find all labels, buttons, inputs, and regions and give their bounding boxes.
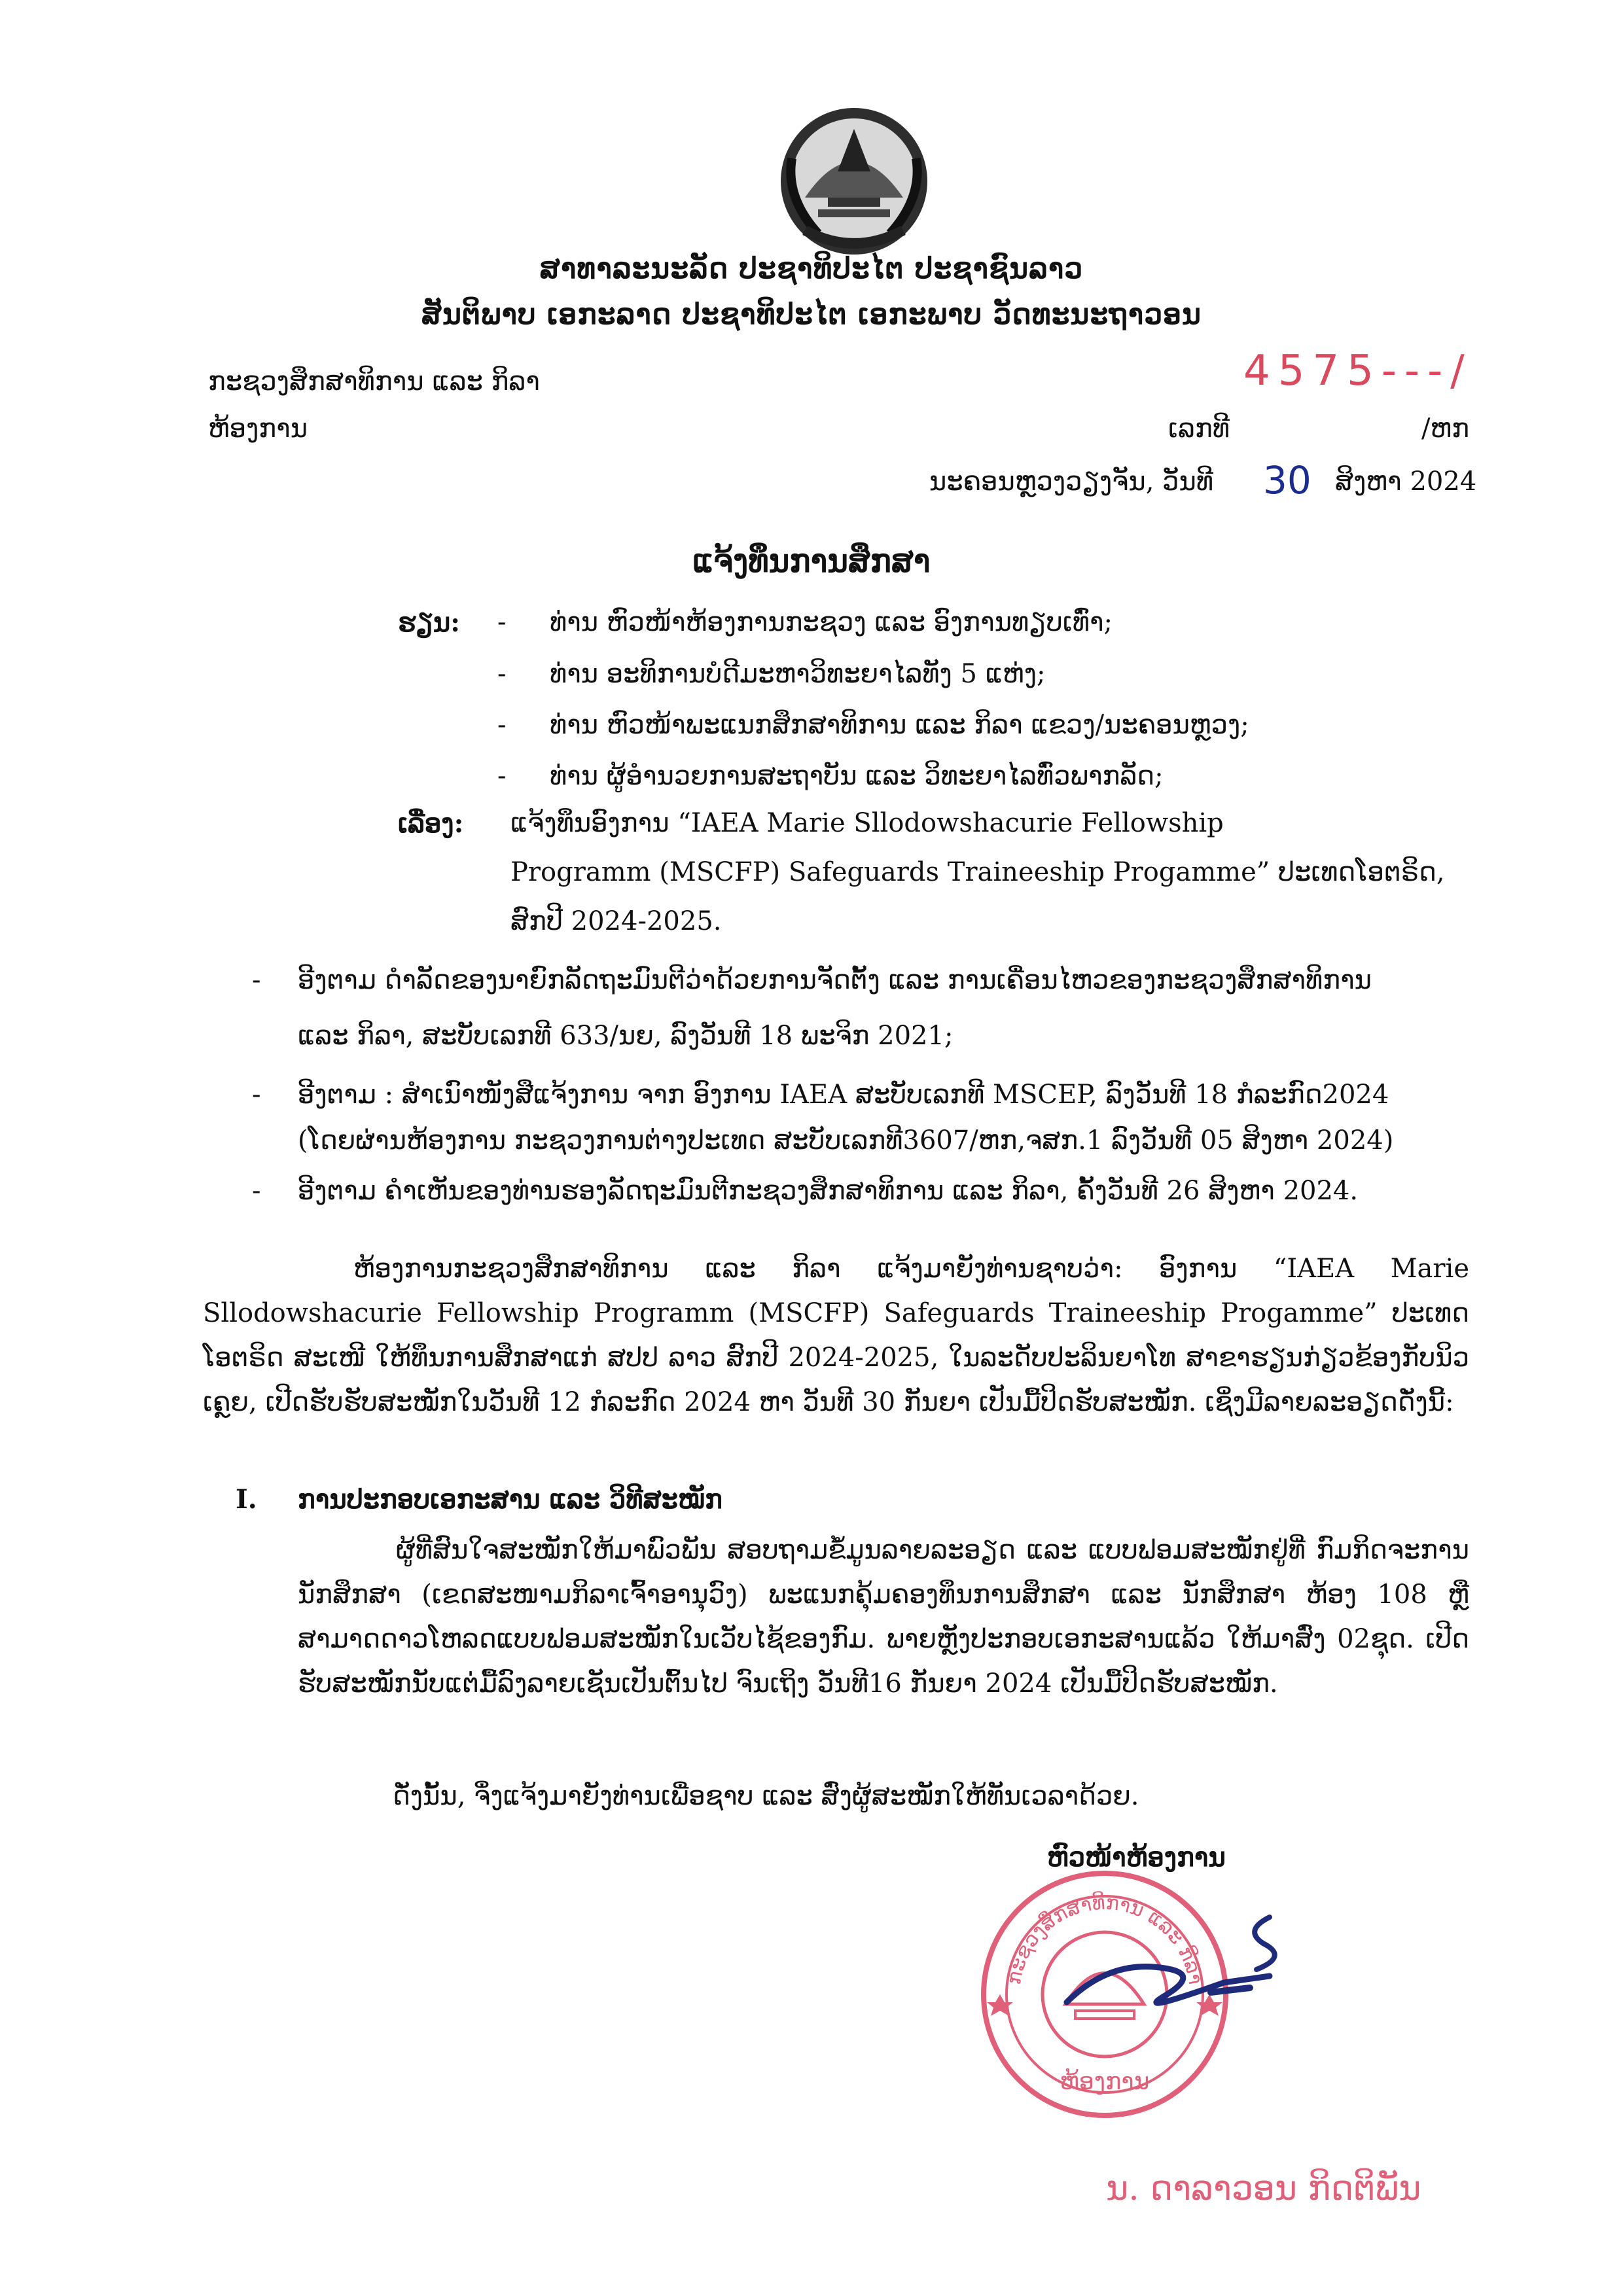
recipient-item: ທ່ານ ຫົວໜ້າພະແນກສຶກສາທິການ ແລະ ກິລາ ແຂວງ/ນະຄອນຫຼວງ;	[550, 710, 1249, 740]
number-label: ເລກທີ	[1168, 414, 1230, 444]
recipient-dash: -	[497, 607, 507, 637]
section-text: ຜູ້ທີ່ສົນໃຈສະໝັກໃຫ້ມາພົວພັນ ສອບຖາມຂໍ້ມູນລາຍລະອຽດ ແລະ ແບບຟອມສະໝັກຢູ່ທີ່ ກົມກິດຈະການນັກສຶກສາ (ເຂດສະໜາມກິລາເຈົ້າອານຸວົງ) ພະແນກຄຸ້ມຄອງທຶນການສຶກສາ ແລະ ນັກສຶກສາ ຫ້ອງ 108 ຫຼື ສາມາດດາວໂຫລດແບບຟອມສະໝັກໃນເວັບໄຊ້ຂອງກົມ. ພາຍຫຼັງປະກອບເອກະສານແລ້ວ ໃຫ້ມາສົ່ງ 02ຊຸດ. ເປີດຮັບສະໝັກນັບແຕ່ມື້ລົງລາຍເຊັນເປັນຕົ້ນໄປ ຈົນເຖິງ ວັນທີ16 ກັນຍາ 2024 ເປັນມື້ປິດຮັບສະໝັກ.	[298, 1535, 1469, 1699]
country-name-line: ສາທາລະນະລັດ ປະຊາທິປະໄຕ ປະຊາຊົນລາວ	[539, 252, 1084, 285]
recipient-dash: -	[497, 659, 507, 689]
handwritten-date-day: 30	[1263, 458, 1311, 503]
date-prefix: ນະຄອນຫຼວງວຽງຈັນ, ວັນທີ	[929, 467, 1214, 497]
signatory-role: ຫົວໜ້າຫ້ອງການ	[1047, 1842, 1226, 1873]
stamp-arc-text: ກະຊວງສຶກສາທິການ ແລະ ກິລາ	[1002, 1891, 1207, 1987]
signatory-name: ນ. ດາລາວອນ ກິດຕິພັນ	[1106, 2169, 1421, 2208]
reference-line: ອີງຕາມ ຄຳເຫັນຂອງທ່ານຮອງລັດຖະມົນຕີກະຊວງສຶກສາທິການ ແລະ ກິລາ, ຄັ້ງວັນທີ 26 ສິງຫາ 2024.	[298, 1176, 1359, 1206]
handwritten-signature	[1054, 1904, 1315, 2035]
recipient-item: ທ່ານ ຫົວໜ້າຫ້ອງການກະຊວງ ແລະ ອົງການທຽບເທົ່າ;	[550, 607, 1113, 637]
national-motto-line: ສັນຕິພາບ ເອກະລາດ ປະຊາທິປະໄຕ ເອກະພາບ ວັດທະນະຖາວອນ	[421, 298, 1202, 331]
reference-dash: -	[252, 965, 261, 995]
number-suffix: /ຫກ	[1421, 414, 1470, 444]
date-suffix: ສິງຫາ 2024	[1335, 467, 1477, 497]
body-paragraph: ຫ້ອງການກະຊວງສຶກສາທິການ ແລະ ກິລາ ແຈ້ງມາຍັງທ່ານຊາບວ່າ: ອົງການ “IAEA Marie Sllodowshacurie Fellowship Programm (MSCFP) Safeguards Traineeship Progamme” ປະເທດ ໂອຕຣິດ ສະເໜີ ໃຫ້ທຶນການສຶກສາແກ່ ສປປ ລາວ ສົກປີ 2024-2025, ໃນລະດັບປະລິນຍາໂທ ສາຂາຮຽນກ່ຽວຂ້ອງກັບນິວເຄຼຍ, ເປີດຮັບຮັບສະໝັກໃນວັນທີ 12 ກໍລະກົດ 2024 ຫາ ວັນທີ 30 ກັນຍາ ເປັນມື້ປິດຮັບສະໝັກ. ເຊິ່ງມີລາຍລະອຽດດັ່ງນີ້:	[203, 1254, 1469, 1417]
document-title: ແຈ້ງທຶນການສຶກສາ	[692, 543, 931, 580]
recipient-item: ທ່ານ ຜູ້ອຳນວຍການສະຖາບັນ ແລະ ວິທະຍາໄລທົ່ວພາກລັດ;	[550, 761, 1164, 791]
closing-sentence: ດັ່ງນັ້ນ, ຈຶ່ງແຈ້ງມາຍັງທ່ານເພື່ອຊາບ ແລະ ສົ່ງຜູ້ສະໝັກໃຫ້ທັນເວລາດ້ວຍ.	[393, 1781, 1139, 1811]
section-heading: ການປະກອບເອກະສານ ແລະ ວິທີສະໝັກ	[298, 1484, 722, 1515]
recipient-dash: -	[497, 710, 507, 740]
stamp-bottom-text: ຫ້ອງການ	[1060, 2068, 1150, 2095]
subject-line: Programm (MSCFP) Safeguards Traineeship Progamme” ປະເທດໂອຕຣິດ,	[510, 857, 1445, 887]
reference-line: (ໂດຍຜ່ານຫ້ອງການ ກະຊວງການຕ່າງປະເທດ ສະບັບເລກທີ3607/ຫກ,ຈສກ.1 ລົງວັນທີ 05 ສິງຫາ 2024)	[298, 1125, 1394, 1156]
reference-dash: -	[252, 1080, 261, 1110]
sender-office: ຫ້ອງການ	[208, 414, 308, 444]
reference-dash: -	[252, 1176, 261, 1206]
reference-line: ອີງຕາມ : ສຳເນົາໜັງສືແຈ້ງການ ຈາກ ອົງການ IAEA ສະບັບເລກທີ MSCEP, ລົງວັນທີ 18 ກໍລະກົດ2024	[298, 1080, 1389, 1110]
recipient-item: ທ່ານ ອະທິການບໍດີມະຫາວິທະຍາໄລທັງ 5 ແຫ່ງ;	[550, 659, 1046, 689]
recipients-label: ຮຽນ:	[398, 607, 460, 638]
recipient-dash: -	[497, 761, 507, 791]
subject-label: ເລື່ອງ:	[398, 808, 464, 839]
lao-national-emblem	[766, 99, 942, 256]
section-number: I.	[236, 1484, 257, 1515]
handwritten-reference-number: 4575---/	[1243, 347, 1472, 395]
subject-line: ແຈ້ງທຶນອົງການ “IAEA Marie Sllodowshacurie Fellowship	[510, 808, 1224, 838]
sender-ministry: ກະຊວງສຶກສາທິການ ແລະ ກິລາ	[208, 366, 540, 397]
reference-line: ແລະ ກິລາ, ສະບັບເລກທີ 633/ນຍ, ລົງວັນທີ 18 ພະຈິກ 2021;	[298, 1021, 954, 1051]
reference-line: ອີງຕາມ ດຳລັດຂອງນາຍົກລັດຖະມົນຕີວ່າດ້ວຍການຈັດຕັ້ງ ແລະ ການເຄື່ອນໄຫວຂອງກະຊວງສຶກສາທິການ	[298, 965, 1372, 995]
subject-line: ສົກປີ 2024-2025.	[510, 906, 722, 936]
